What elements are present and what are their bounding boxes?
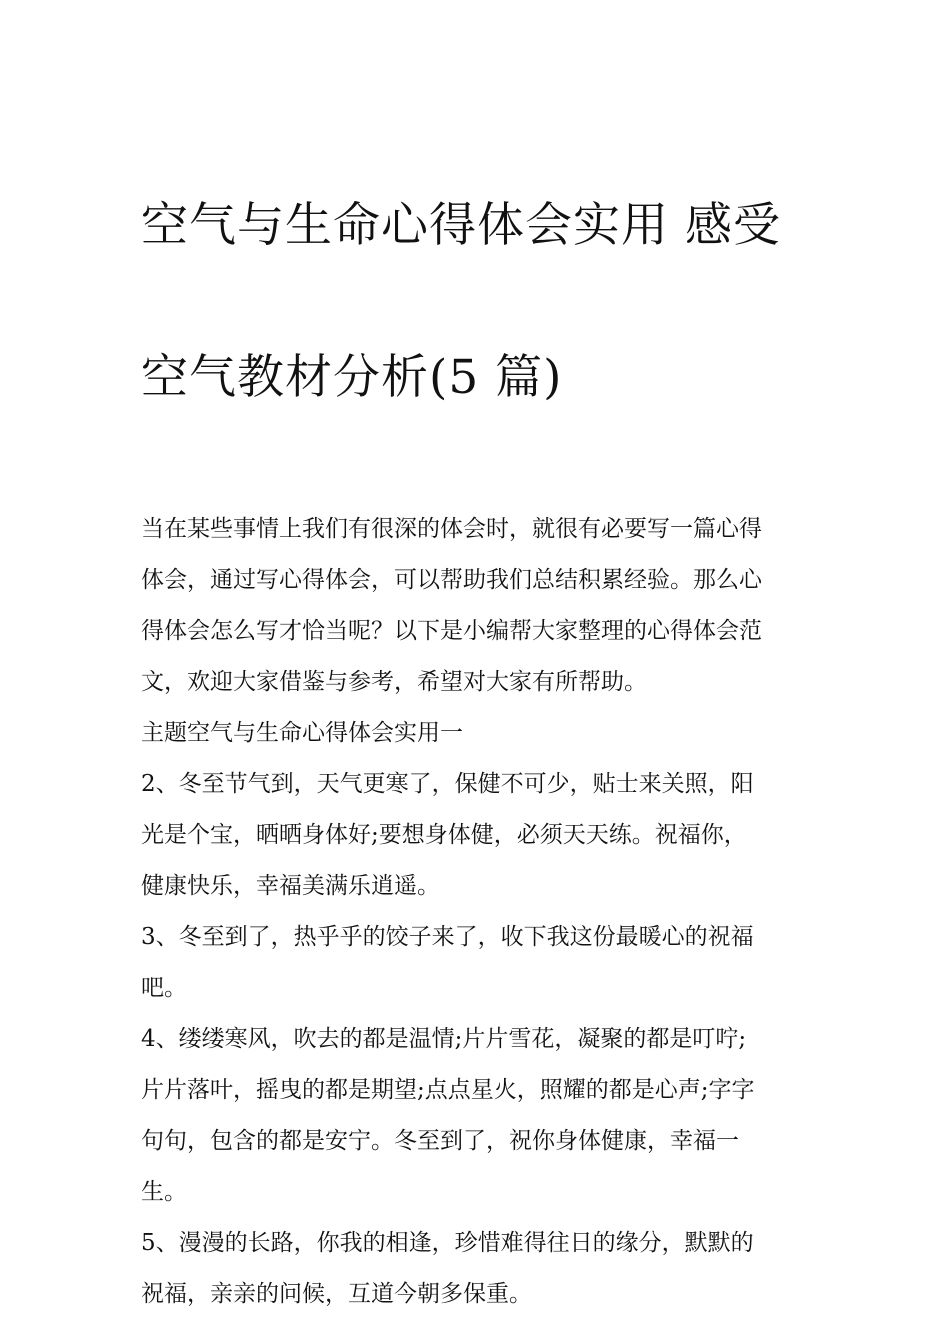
text-line: 光是个宝，晒晒身体好;要想身体健，必须天天练。祝福你， [141,822,747,848]
text-line: 吧。 [141,975,187,1001]
text-line: 生。 [141,1179,187,1205]
document-body [141,112,821,1320]
section-heading [141,708,821,759]
title-line: 空气与生命心得体会实用 感受 [141,198,781,253]
text-line: 5、漫漫的长路，你我的相逢，珍惜难得往日的缘分，默默的 [141,1230,754,1256]
text-line: 2、冬至节气到，天气更寒了，保健不可少，贴士来关照，阳 [141,771,754,797]
list-item-5 [141,1218,821,1320]
intro-paragraph [141,504,821,708]
text-line: 4、缕缕寒风，吹去的都是温情;片片雪花，凝聚的都是叮咛; [141,1026,747,1052]
text-line: 得体会怎么写才恰当呢？以下是小编帮大家整理的心得体会范 [141,618,762,644]
list-item-4 [141,1014,821,1218]
text-line: 3、冬至到了，热乎乎的饺子来了，收下我这份最暖心的祝福 [141,924,754,950]
text-line: 体会，通过写心得体会，可以帮助我们总结积累经验。那么心 [141,567,762,593]
list-item-2 [141,759,821,912]
text-line: 祝福，亲亲的问候，互道今朝多保重。 [141,1281,532,1307]
text-line: 片片落叶，摇曳的都是期望;点点星火，照耀的都是心声;字字 [141,1077,755,1103]
text-line: 当在某些事情上我们有很深的体会时，就很有必要写一篇心得 [141,516,762,542]
text-line: 文，欢迎大家借鉴与参考，希望对大家有所帮助。 [141,669,647,695]
text-line: 健康快乐，幸福美满乐逍遥。 [141,873,440,899]
text-line: 句句，包含的都是安宁。冬至到了，祝你身体健康，幸福一 [141,1128,739,1154]
title-line: 空气教材分析(5 篇) [141,350,563,405]
list-item-3 [141,912,821,1014]
document-title [141,112,821,492]
text-line: 主题空气与生命心得体会实用一 [141,720,463,746]
